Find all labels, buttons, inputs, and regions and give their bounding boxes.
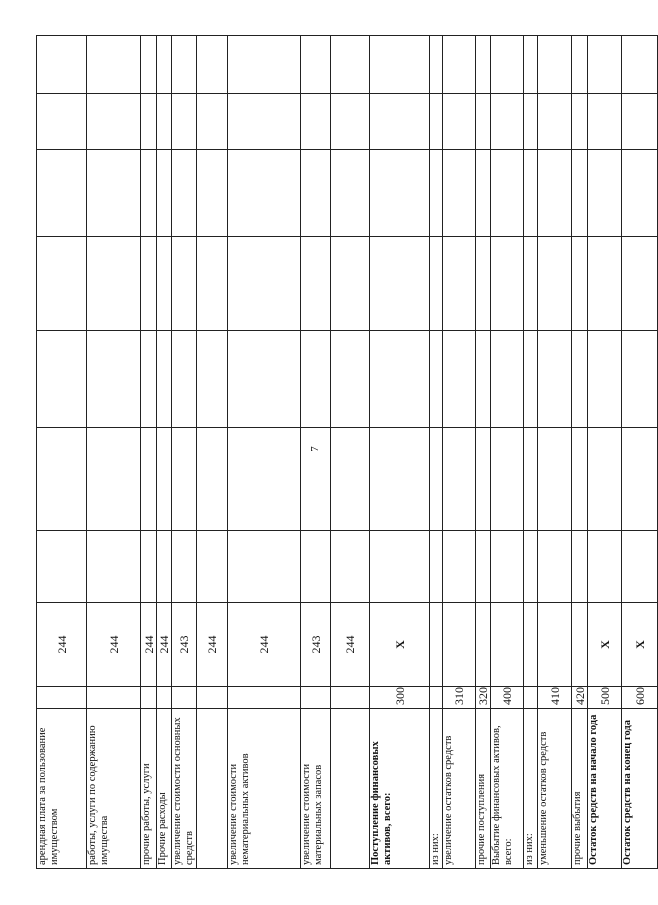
- table-row: [524, 36, 538, 869]
- data-cell: [228, 94, 301, 150]
- data-cell: [588, 531, 622, 603]
- row-label: прочие работы, услуги: [141, 709, 157, 869]
- data-cell: [228, 237, 301, 331]
- data-cell: [524, 428, 538, 531]
- data-cell: [331, 428, 370, 531]
- data-cell: [430, 94, 443, 150]
- table-row: [622, 36, 658, 869]
- row-kbk: 244: [157, 603, 172, 687]
- data-cell: [622, 331, 658, 428]
- data-cell: [197, 331, 228, 428]
- row-label: Остаток средств на конец года: [622, 709, 658, 869]
- row-code: 420: [572, 687, 588, 709]
- data-cell: [157, 36, 172, 94]
- data-cell: [228, 36, 301, 94]
- data-cell: [157, 531, 172, 603]
- data-cell: [172, 237, 197, 331]
- row-label: работы, услуги по содержанию имущества: [87, 709, 141, 869]
- data-cell: [157, 237, 172, 331]
- row-code: [87, 687, 141, 709]
- row-kbk: [572, 603, 588, 687]
- data-cell: [443, 150, 476, 237]
- data-cell: [87, 237, 141, 331]
- row-kbk: Х: [622, 603, 658, 687]
- row-kbk: 243: [301, 603, 331, 687]
- data-cell: [538, 150, 572, 237]
- row-code: [430, 687, 443, 709]
- page-number: 7: [308, 446, 321, 452]
- row-label: уменьшение остатков средств: [538, 709, 572, 869]
- data-cell: [87, 36, 141, 94]
- data-cell: [476, 531, 491, 603]
- financial-table: [36, 35, 658, 869]
- data-cell: [370, 94, 430, 150]
- data-cell: [228, 531, 301, 603]
- table-row: [172, 36, 197, 869]
- data-cell: [157, 428, 172, 531]
- data-cell: [37, 94, 87, 150]
- row-label: Остаток средств на начало года: [588, 709, 622, 869]
- data-cell: [370, 531, 430, 603]
- data-cell: [157, 150, 172, 237]
- data-cell: [524, 237, 538, 331]
- data-cell: [87, 331, 141, 428]
- data-cell: [301, 94, 331, 150]
- data-cell: [524, 94, 538, 150]
- data-cell: [37, 531, 87, 603]
- row-kbk: 244: [228, 603, 301, 687]
- table-body: [37, 36, 658, 869]
- data-cell: [157, 94, 172, 150]
- row-kbk: 244: [37, 603, 87, 687]
- data-cell: [197, 94, 228, 150]
- row-label: [331, 709, 370, 869]
- row-code: [228, 687, 301, 709]
- data-cell: [524, 150, 538, 237]
- data-cell: [301, 531, 331, 603]
- data-cell: [491, 428, 524, 531]
- row-code: 600: [622, 687, 658, 709]
- data-cell: [476, 331, 491, 428]
- data-cell: [197, 531, 228, 603]
- table-row: [228, 36, 301, 869]
- data-cell: [443, 94, 476, 150]
- data-cell: [37, 428, 87, 531]
- data-cell: [370, 237, 430, 331]
- data-cell: [524, 331, 538, 428]
- data-cell: [622, 36, 658, 94]
- data-cell: [588, 428, 622, 531]
- data-cell: [301, 331, 331, 428]
- data-cell: [370, 150, 430, 237]
- row-code: [37, 687, 87, 709]
- data-cell: [572, 428, 588, 531]
- row-kbk: [476, 603, 491, 687]
- data-cell: [141, 94, 157, 150]
- row-label: Прочие расходы: [157, 709, 172, 869]
- data-cell: [37, 331, 87, 428]
- data-cell: [157, 331, 172, 428]
- row-code: [301, 687, 331, 709]
- data-cell: [524, 531, 538, 603]
- data-cell: [443, 331, 476, 428]
- row-kbk: 243: [172, 603, 197, 687]
- data-cell: [491, 531, 524, 603]
- row-kbk: 244: [331, 603, 370, 687]
- table-row: [141, 36, 157, 869]
- data-cell: [524, 36, 538, 94]
- data-cell: [588, 237, 622, 331]
- data-cell: [172, 428, 197, 531]
- data-cell: [588, 36, 622, 94]
- data-cell: [172, 531, 197, 603]
- row-label: Поступление финансовых активов, всего:: [370, 709, 430, 869]
- data-cell: [37, 150, 87, 237]
- table-row: [430, 36, 443, 869]
- data-cell: [141, 237, 157, 331]
- data-cell: [476, 428, 491, 531]
- data-cell: [588, 331, 622, 428]
- row-label: из них:: [430, 709, 443, 869]
- data-cell: [588, 94, 622, 150]
- row-code: 500: [588, 687, 622, 709]
- data-cell: [572, 531, 588, 603]
- data-cell: [172, 36, 197, 94]
- row-label: арендная плата за пользование имуществом: [37, 709, 87, 869]
- data-cell: [443, 237, 476, 331]
- table-row: [331, 36, 370, 869]
- data-cell: [476, 36, 491, 94]
- row-kbk: 244: [87, 603, 141, 687]
- data-cell: [443, 36, 476, 94]
- data-cell: [538, 237, 572, 331]
- row-label: Выбытие финансовых активов, всего:: [491, 709, 524, 869]
- row-kbk: 244: [197, 603, 228, 687]
- row-code: [524, 687, 538, 709]
- row-code: [141, 687, 157, 709]
- data-cell: [141, 36, 157, 94]
- data-cell: [572, 331, 588, 428]
- data-cell: [491, 331, 524, 428]
- row-label: прочие поступления: [476, 709, 491, 869]
- data-cell: [430, 331, 443, 428]
- row-code: [197, 687, 228, 709]
- data-cell: [572, 36, 588, 94]
- row-label: прочие выбытия: [572, 709, 588, 869]
- data-cell: [37, 237, 87, 331]
- row-code: 300: [370, 687, 430, 709]
- row-kbk: [430, 603, 443, 687]
- data-cell: [141, 428, 157, 531]
- row-kbk: [524, 603, 538, 687]
- row-label: увеличение стоимости материальных запасов: [301, 709, 331, 869]
- row-kbk: [443, 603, 476, 687]
- data-cell: [572, 150, 588, 237]
- row-code: 400: [491, 687, 524, 709]
- row-code: 320: [476, 687, 491, 709]
- data-cell: [331, 531, 370, 603]
- data-cell: [491, 94, 524, 150]
- data-cell: [476, 237, 491, 331]
- data-cell: [197, 428, 228, 531]
- data-cell: [331, 150, 370, 237]
- data-cell: [228, 150, 301, 237]
- data-cell: [370, 331, 430, 428]
- data-cell: [331, 36, 370, 94]
- data-cell: [301, 237, 331, 331]
- data-cell: [443, 531, 476, 603]
- data-cell: [331, 331, 370, 428]
- data-cell: [301, 428, 331, 531]
- row-kbk: Х: [588, 603, 622, 687]
- data-cell: [370, 36, 430, 94]
- data-cell: [538, 428, 572, 531]
- data-cell: [430, 36, 443, 94]
- table-row: [87, 36, 141, 869]
- table-row: [301, 36, 331, 869]
- row-label: увеличение стоимости основных средств: [172, 709, 197, 869]
- data-cell: [172, 331, 197, 428]
- data-cell: [172, 150, 197, 237]
- data-cell: [491, 150, 524, 237]
- data-cell: [197, 237, 228, 331]
- data-cell: [172, 94, 197, 150]
- data-cell: [491, 237, 524, 331]
- data-cell: [443, 428, 476, 531]
- data-cell: [538, 531, 572, 603]
- row-kbk: [491, 603, 524, 687]
- data-cell: [476, 94, 491, 150]
- data-cell: [301, 150, 331, 237]
- row-kbk: 244: [141, 603, 157, 687]
- table-row: [588, 36, 622, 869]
- rotated-table-container: [36, 36, 647, 869]
- row-code: [157, 687, 172, 709]
- data-cell: [301, 36, 331, 94]
- row-code: [172, 687, 197, 709]
- data-cell: [491, 36, 524, 94]
- table-row: [476, 36, 491, 869]
- table-row: [197, 36, 228, 869]
- table-row: [572, 36, 588, 869]
- data-cell: [331, 237, 370, 331]
- data-cell: [141, 150, 157, 237]
- row-kbk: [538, 603, 572, 687]
- table-row: [157, 36, 172, 869]
- data-cell: [141, 531, 157, 603]
- row-code: 310: [443, 687, 476, 709]
- data-cell: [197, 36, 228, 94]
- data-cell: [588, 150, 622, 237]
- data-cell: [622, 150, 658, 237]
- data-cell: [87, 150, 141, 237]
- data-cell: [572, 94, 588, 150]
- data-cell: [197, 150, 228, 237]
- row-label: увеличение остатков средств: [443, 709, 476, 869]
- data-cell: [370, 428, 430, 531]
- data-cell: [538, 36, 572, 94]
- table-row: [443, 36, 476, 869]
- table-row: [538, 36, 572, 869]
- row-label: из них:: [524, 709, 538, 869]
- data-cell: [87, 94, 141, 150]
- data-cell: [622, 531, 658, 603]
- data-cell: [331, 94, 370, 150]
- data-cell: [37, 36, 87, 94]
- data-cell: [622, 428, 658, 531]
- row-code: 410: [538, 687, 572, 709]
- row-kbk: Х: [370, 603, 430, 687]
- data-cell: [538, 94, 572, 150]
- data-cell: [228, 428, 301, 531]
- row-label: [197, 709, 228, 869]
- data-cell: [141, 331, 157, 428]
- data-cell: [87, 428, 141, 531]
- table-row: [370, 36, 430, 869]
- table-row: [491, 36, 524, 869]
- data-cell: [572, 237, 588, 331]
- data-cell: [430, 237, 443, 331]
- data-cell: [87, 531, 141, 603]
- data-cell: [538, 331, 572, 428]
- row-label: увеличение стоимости нематериальных активов: [228, 709, 301, 869]
- data-cell: [228, 331, 301, 428]
- data-cell: [430, 531, 443, 603]
- data-cell: [430, 150, 443, 237]
- data-cell: [430, 428, 443, 531]
- data-cell: [476, 150, 491, 237]
- data-cell: [622, 237, 658, 331]
- table-row: [37, 36, 87, 869]
- row-code: [331, 687, 370, 709]
- data-cell: [622, 94, 658, 150]
